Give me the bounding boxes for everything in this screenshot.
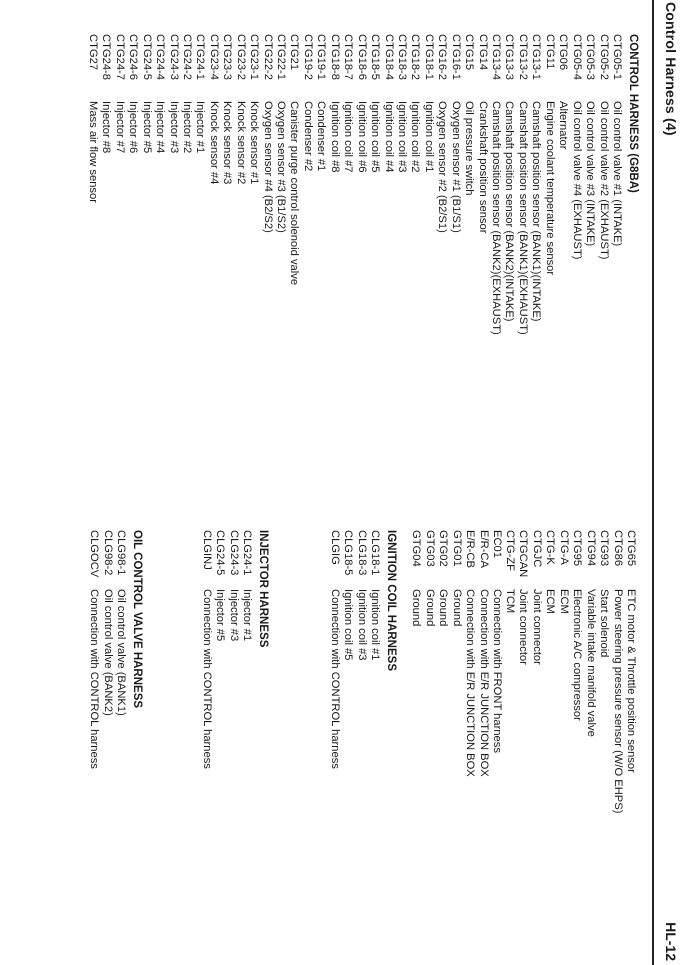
connector-description: Mass air flow sensor <box>86 101 99 203</box>
connector-code: CTG05-4 <box>570 34 583 81</box>
connector-row <box>463 530 476 960</box>
connector-code: CTG24-1 <box>194 34 207 81</box>
connector-code: CTG95 <box>571 530 584 567</box>
connector-description: Injector #1 <box>194 101 207 154</box>
connector-code: CLG18-3 <box>355 530 368 576</box>
connector-code: CTG24-5 <box>140 34 153 81</box>
connector-row <box>87 530 100 960</box>
connector-row <box>220 34 233 474</box>
connector-row <box>530 530 543 960</box>
connector-code: CTG18-6 <box>355 34 368 81</box>
connector-row <box>570 530 583 960</box>
connector-description: ETC motor & Throttle position sensor <box>625 589 637 773</box>
section-heading-injector-harness: INJECTOR HARNESS <box>257 530 269 648</box>
connector-code: CTG93 <box>598 530 611 567</box>
connector-row <box>247 34 260 474</box>
connector-row <box>421 34 434 474</box>
connector-row <box>100 530 113 960</box>
connector-code: CTG24-8 <box>100 34 113 81</box>
connector-code: CTG-K <box>544 530 557 565</box>
connector-code: CTG19-1 <box>315 34 328 81</box>
connector-description: Oil control valve (BANK2) <box>101 589 114 716</box>
connector-row <box>341 530 354 960</box>
connector-description: Connection with CONTROL harness <box>200 589 213 769</box>
connector-description: Injector #4 <box>154 101 167 154</box>
connector-code: CTG23-2 <box>234 34 247 81</box>
connector-code: CTG18-3 <box>396 34 408 81</box>
connector-code: CTG18-4 <box>382 34 395 81</box>
connector-code: CTGJC <box>530 530 543 568</box>
connector-description: Start solenoid <box>598 589 611 658</box>
connector-code: CLGOCV <box>88 530 101 578</box>
connector-row <box>327 530 340 960</box>
connector-code: CTG22-2 <box>261 34 274 81</box>
connector-row <box>610 34 623 474</box>
connector-description: Injector #3 <box>167 101 180 154</box>
connector-description: Oxygen sensor #4 (B2/S2) <box>261 101 274 233</box>
connector-description: Electronic A/C compressor <box>571 589 584 721</box>
connector-description: Joint connector <box>517 589 530 665</box>
connector-description: Joint connector <box>530 589 543 665</box>
connector-row <box>516 530 529 960</box>
connector-row <box>556 530 569 960</box>
connector-code: GTG03 <box>423 530 436 567</box>
connector-row <box>448 34 461 474</box>
connector-row <box>435 34 448 474</box>
connector-code: CLG98-2 <box>101 530 114 576</box>
connector-description: Alternator <box>557 101 570 150</box>
connector-description: Ignition coil #8 <box>328 101 341 173</box>
connector-row <box>556 34 569 474</box>
connector-description: Oxygen sensor #3 (B1/S2) <box>275 101 288 233</box>
connector-row <box>199 530 212 960</box>
connector-row <box>327 34 340 474</box>
connector-row <box>193 34 206 474</box>
connector-description: Engine coolant temperature sensor <box>543 101 556 276</box>
connector-code: CTG24-2 <box>181 34 193 81</box>
connector-row <box>126 34 139 474</box>
connector-code: E/R-CA <box>477 530 490 568</box>
connector-row <box>114 530 127 960</box>
connector-description: Oil pressure switch <box>463 101 476 196</box>
connector-code: CTG86 <box>611 530 624 567</box>
connector-row <box>301 34 314 474</box>
connector-code: EC01 <box>491 530 503 558</box>
connector-code: CTG22-1 <box>275 34 288 81</box>
connector-description: Injector #8 <box>100 101 113 154</box>
connector-description: Variable intake manifold valve <box>584 589 597 737</box>
connector-row <box>206 34 219 474</box>
connector-description: Ignition coil #3 <box>396 101 408 173</box>
connector-description: Injector #3 <box>227 589 240 642</box>
connector-code: CLG24-5 <box>214 530 227 576</box>
connector-description: Ignition coil #6 <box>355 101 368 173</box>
connector-code: CTG23-3 <box>221 34 234 81</box>
connector-code: CTG05-2 <box>597 34 610 81</box>
connector-description: Oil control valve #3 (INTAKE) <box>584 101 597 247</box>
connector-description: Injector #7 <box>113 101 126 154</box>
connector-row <box>354 530 367 960</box>
connector-row <box>476 530 489 960</box>
connector-code: CTG05-3 <box>584 34 597 81</box>
connector-code: CTG24-4 <box>154 34 167 81</box>
section-heading-oil-control-valve-harness: OIL CONTROL VALVE HARNESS <box>131 530 143 709</box>
connector-code: CTG15 <box>463 34 476 71</box>
connector-description: Condenser #2 <box>301 101 314 172</box>
connector-code: CLG24-3 <box>227 530 240 576</box>
connector-code: CLGINJ <box>200 530 213 570</box>
connector-row <box>436 530 449 960</box>
connector-row <box>314 34 327 474</box>
connector-row <box>354 34 367 474</box>
connector-description: Connection with FRONT harness <box>491 589 503 753</box>
injector-harness-list <box>199 530 253 960</box>
connector-row <box>569 34 582 474</box>
connector-description: Ground <box>437 589 450 627</box>
connector-row <box>99 34 112 474</box>
connector-description: Ground <box>423 589 436 627</box>
connector-description: Oxygen sensor #2 (B2/S1) <box>436 101 449 233</box>
connector-row <box>597 530 610 960</box>
connector-code: CTG16-2 <box>436 34 449 81</box>
control-harness-list <box>86 34 624 474</box>
connector-code: CLG24-1 <box>241 530 253 576</box>
connector-description: Connection with CONTROL harness <box>88 589 101 769</box>
connector-code: CTG16-1 <box>449 34 462 81</box>
connector-row <box>226 530 239 960</box>
connector-description: Oil control valve #4 (EXHAUST) <box>570 101 583 260</box>
connector-description: Injector #1 <box>241 589 253 642</box>
connector-description: Crankshaft position sensor <box>476 101 489 234</box>
ignition-coil-harness-list <box>327 530 381 960</box>
connector-description: Knock sensor #1 <box>248 101 261 185</box>
oil-control-valve-harness-list <box>87 530 127 960</box>
connector-description: Connection with E/R JUNCTION BOX <box>477 589 490 777</box>
connector-description: Knock sensor #2 <box>234 101 247 185</box>
connector-description: Condenser #1 <box>315 101 328 172</box>
header-divider <box>652 0 654 965</box>
connector-row <box>86 34 99 474</box>
connector-row <box>583 34 596 474</box>
connector-code: CTG65 <box>625 530 637 567</box>
connector-code: CTG-ZF <box>504 530 517 572</box>
connector-code: CLG18-5 <box>342 530 355 576</box>
control-harness-connections-list <box>409 530 503 960</box>
connector-description: Ignition coil #1 <box>422 101 435 173</box>
connector-row <box>422 530 435 960</box>
connector-row <box>516 34 529 474</box>
connector-description: Ignition coil #3 <box>355 589 368 661</box>
connector-code: CLGIG <box>328 530 341 565</box>
connector-row <box>139 34 152 474</box>
connector-code: CTG27 <box>86 34 99 71</box>
connector-description: Connection with E/R JUNCTION BOX <box>464 589 477 777</box>
connector-description: ECM <box>544 589 557 614</box>
connector-description: Camshaft position sensor (BANK2)(INTAKE) <box>503 101 516 322</box>
connector-code: CLG98-1 <box>115 530 127 576</box>
connector-code: CTGCAN <box>517 530 530 578</box>
connector-code: CTG-A <box>557 530 570 565</box>
connector-row <box>503 530 516 960</box>
connector-description: Injector #2 <box>181 101 193 154</box>
connector-row <box>368 34 381 474</box>
connector-code: CTG18-7 <box>342 34 355 81</box>
connector-code: CTG19-2 <box>301 34 314 81</box>
connector-description: Knock sensor #3 <box>221 101 234 185</box>
connector-row <box>381 34 394 474</box>
connector-description: Camshaft position sensor (BANK1)(INTAKE) <box>530 101 543 322</box>
page-number: HL-12 <box>663 922 679 961</box>
connector-row <box>542 34 555 474</box>
connector-description: TCM <box>504 589 517 614</box>
connector-description: Oil control valve #2 (EXHAUST) <box>597 101 610 260</box>
connector-description: Connection with CONTROL harness <box>328 589 341 769</box>
connector-row <box>180 34 193 474</box>
page-title: Control Harness (4) <box>663 2 679 136</box>
connector-row <box>408 34 421 474</box>
connector-row <box>260 34 273 474</box>
connector-row <box>341 34 354 474</box>
connector-row <box>610 530 623 960</box>
connector-row <box>624 530 637 960</box>
connector-row <box>449 530 462 960</box>
connector-code: CTG14 <box>476 34 489 71</box>
connector-code: CTG13-4 <box>490 34 503 81</box>
connector-code: CTG18-5 <box>369 34 382 81</box>
connector-row <box>543 530 556 960</box>
connector-description: Injector #6 <box>127 101 140 154</box>
connector-row <box>529 34 542 474</box>
connector-code: CTG24-3 <box>167 34 180 81</box>
connector-code: CTG18-1 <box>422 34 435 81</box>
connector-description: Injector #5 <box>214 589 227 642</box>
connector-description: Ignition coil #5 <box>342 589 355 661</box>
connector-description: Camshaft position sensor (BANK1)(EXHAUST) <box>516 101 529 335</box>
connector-code: CTG24-6 <box>127 34 140 81</box>
connector-description: Ground <box>450 589 463 627</box>
connector-description: Injector #5 <box>140 101 153 154</box>
connector-description: Camshaft position sensor (BANK2)(EXHAUST) <box>490 101 503 335</box>
connector-row <box>368 530 381 960</box>
connector-code: CTG13-2 <box>516 34 529 81</box>
section-heading-ignition-coil-harness: IGNITION COIL HARNESS <box>385 530 397 671</box>
connector-description: Ignition coil #4 <box>382 101 395 173</box>
connector-description: Ignition coil #1 <box>369 589 381 661</box>
connector-row <box>166 34 179 474</box>
connector-code: CTG24-7 <box>113 34 126 81</box>
connector-row <box>395 34 408 474</box>
connector-row <box>583 530 596 960</box>
connector-row <box>489 34 502 474</box>
connector-row <box>409 530 422 960</box>
connector-description: Ground <box>410 589 423 627</box>
connector-row <box>490 530 503 960</box>
connector-code: CTG23-4 <box>207 34 220 81</box>
connector-description: Ignition coil #5 <box>369 101 382 173</box>
connector-description: ECM <box>557 589 570 614</box>
connector-code: CTG05-1 <box>611 34 623 81</box>
connector-code: CTG18-2 <box>409 34 422 81</box>
connector-row <box>153 34 166 474</box>
connector-code: CTG94 <box>584 530 597 567</box>
connector-row <box>240 530 253 960</box>
connector-code: GTG01 <box>450 530 463 567</box>
connector-row <box>287 34 300 474</box>
connector-code: CTG11 <box>543 34 556 70</box>
control-harness-list-continued <box>503 530 637 960</box>
connector-row <box>274 34 287 474</box>
connector-description: Oil control valve #1 (INTAKE) <box>611 101 623 247</box>
connector-code: CTG18-8 <box>328 34 341 81</box>
connector-code: CTG23-1 <box>248 34 261 81</box>
connector-description: Power steering pressure sensor (W/O EHPS) <box>611 589 624 814</box>
connector-description: Ignition coil #7 <box>342 101 355 173</box>
connector-code: GTG04 <box>410 530 423 567</box>
connector-description: Oil control valve (BANK1) <box>115 589 127 716</box>
connector-description: Knock sensor #4 <box>207 101 220 185</box>
connector-row <box>475 34 488 474</box>
connector-row <box>233 34 246 474</box>
connector-row <box>462 34 475 474</box>
connector-code: CLG18-1 <box>369 530 381 576</box>
connector-description: Oxygen sensor #1 (B1/S1) <box>449 101 462 233</box>
section-heading-control-harness: CONTROL HARNESS (G8BA) <box>627 34 639 193</box>
connector-row <box>112 34 125 474</box>
connector-code: CTG13-3 <box>503 34 516 81</box>
connector-code: CTG06 <box>557 34 570 71</box>
connector-row <box>596 34 609 474</box>
connector-description: Ignition coil #2 <box>409 101 422 173</box>
connector-code: E/R-CB <box>464 530 477 568</box>
connector-row <box>213 530 226 960</box>
connector-description: Canister purge control solenoid valve <box>288 101 301 286</box>
connector-code: CTG21 <box>288 34 301 71</box>
connector-code: CTG13-1 <box>530 34 543 81</box>
connector-row <box>502 34 515 474</box>
connector-code: GTG02 <box>437 530 450 567</box>
